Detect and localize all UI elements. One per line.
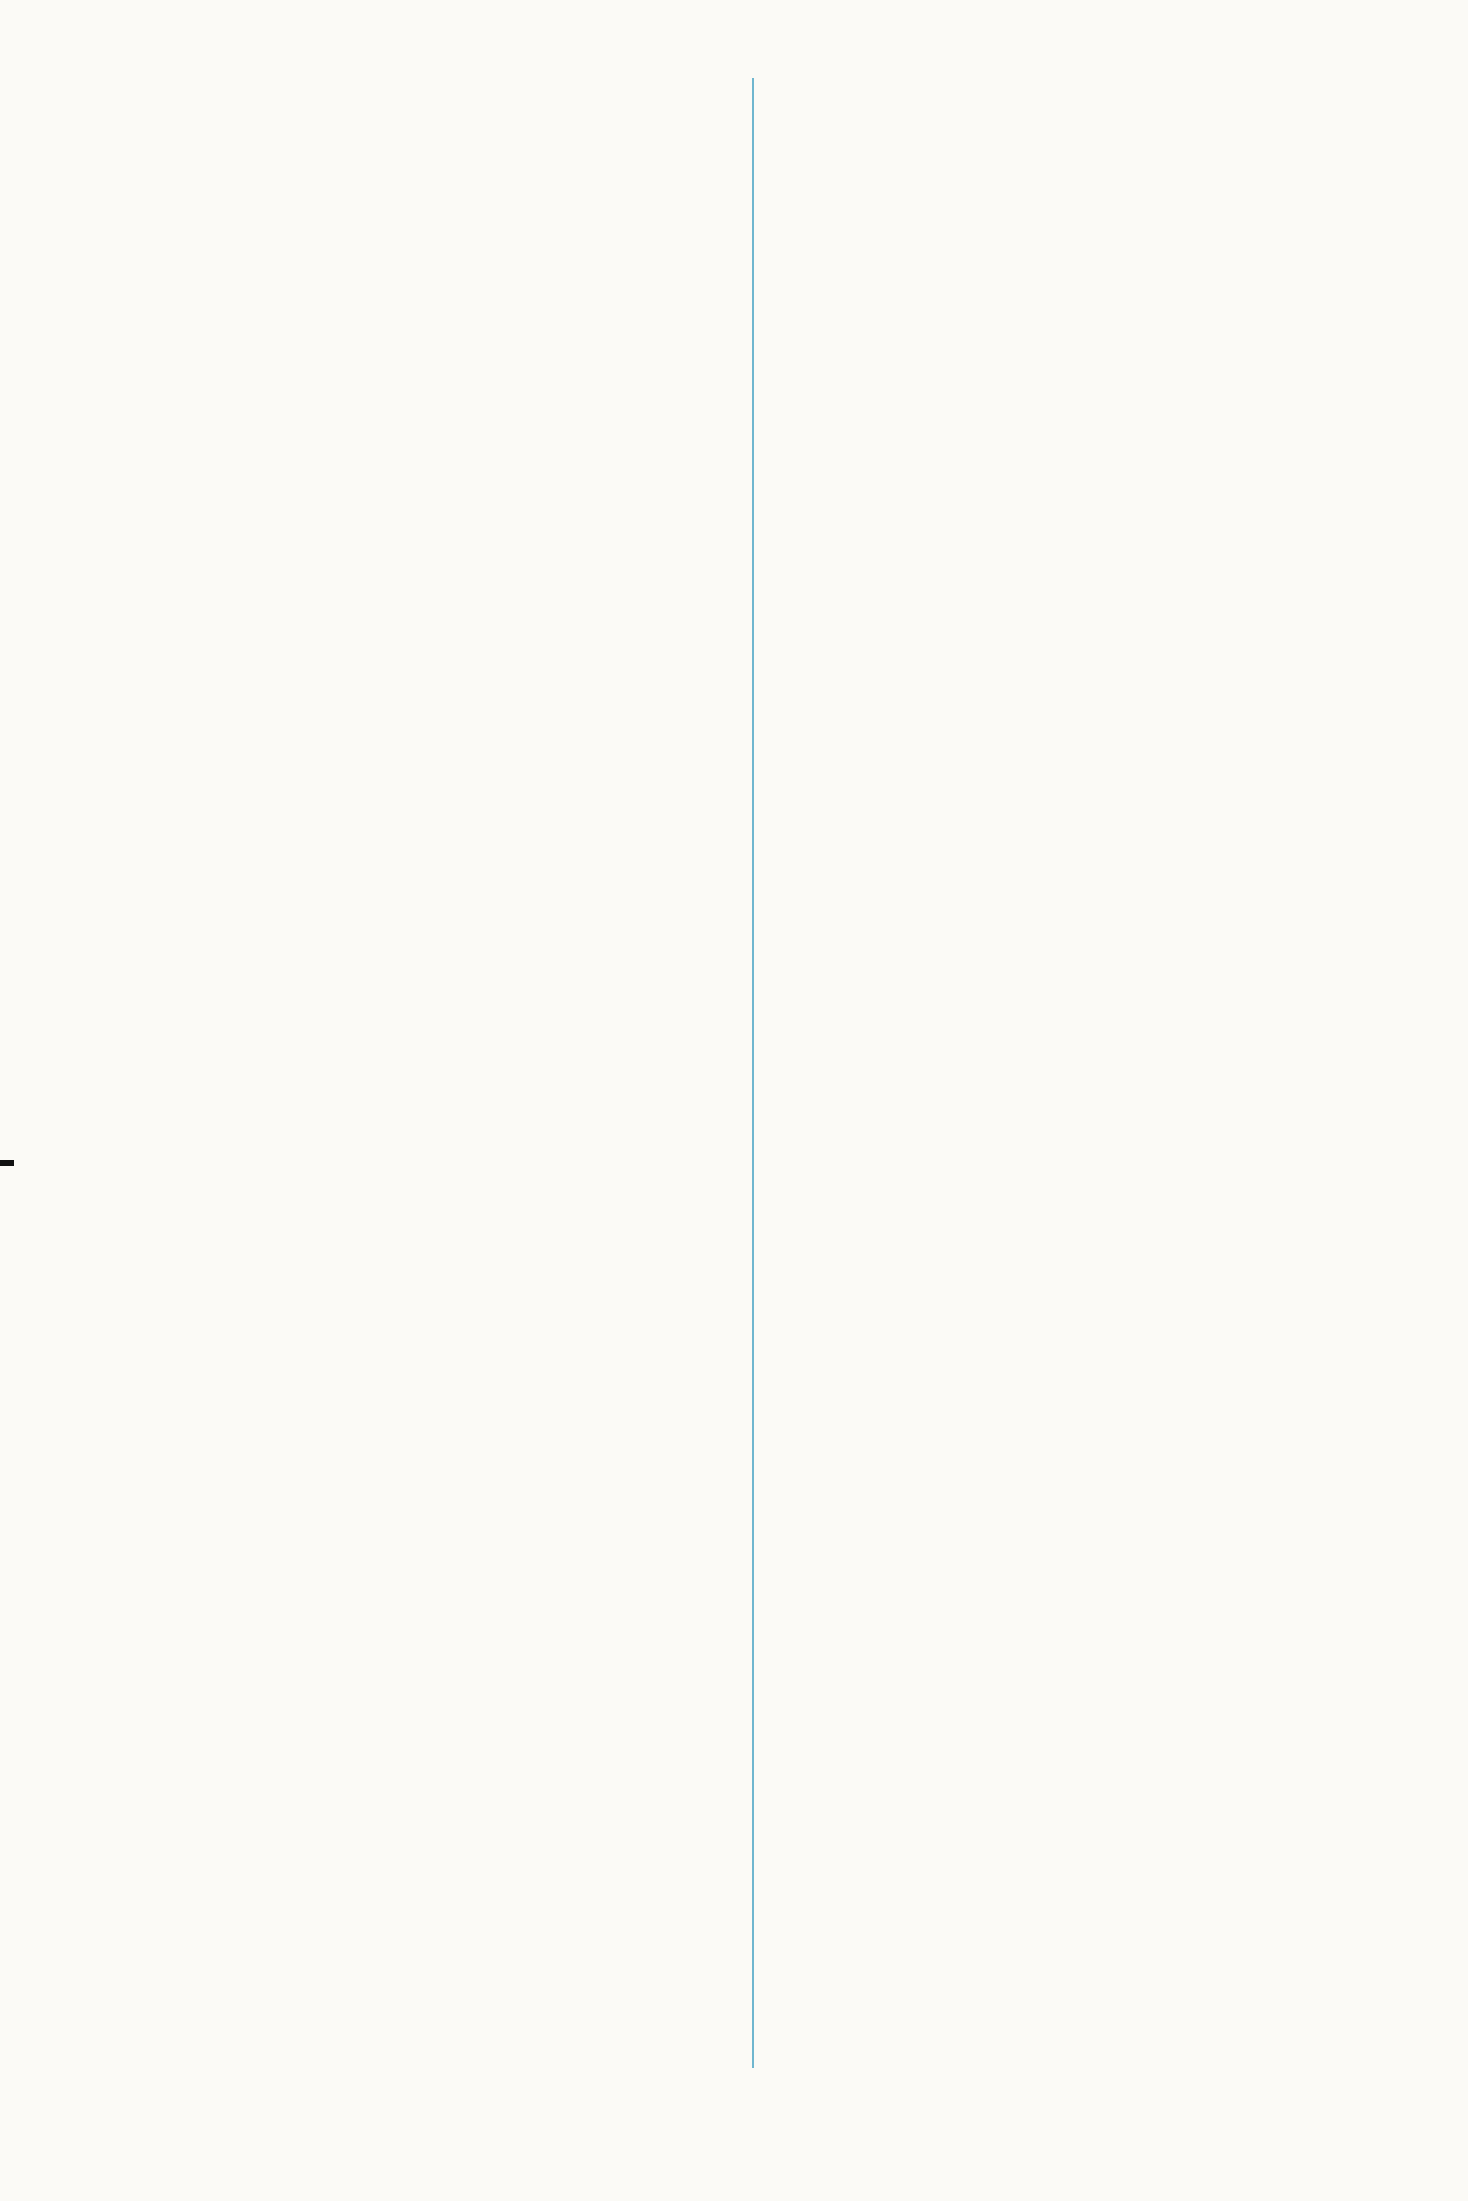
right-column bbox=[830, 78, 1430, 162]
unit-heading bbox=[844, 92, 1430, 142]
edge-mark bbox=[0, 1160, 14, 1166]
section-2-intro bbox=[88, 78, 728, 122]
left-column bbox=[88, 78, 728, 122]
column-divider bbox=[752, 78, 754, 2068]
